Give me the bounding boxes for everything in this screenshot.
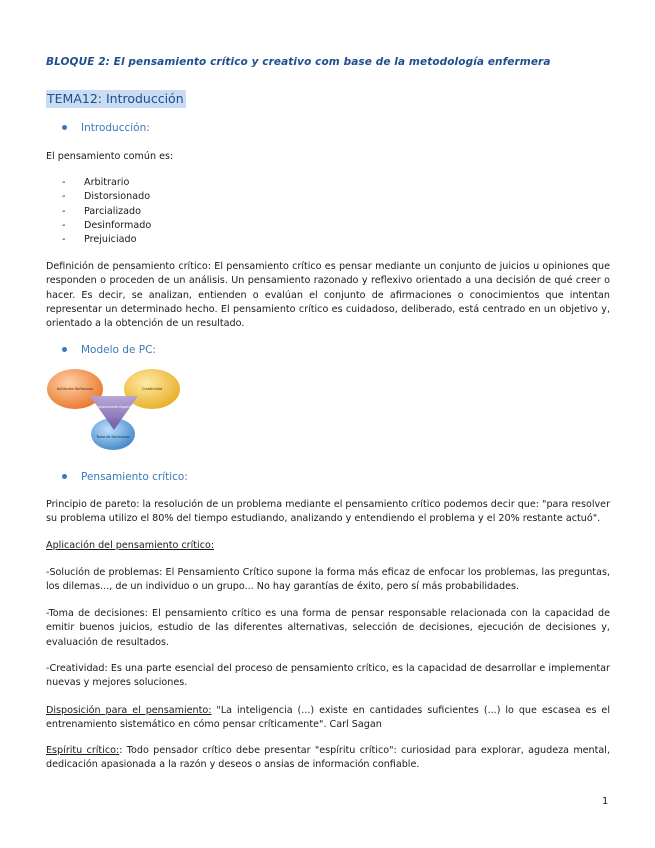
- application-title: Aplicación del pensamiento crítico:: [46, 540, 215, 551]
- bullet-dot-icon: [62, 474, 67, 479]
- section-label: Introducción:: [81, 122, 150, 134]
- diagram-label: Creatividad: [141, 387, 163, 391]
- diagram-label: Actitudes Reflexivas: [56, 387, 94, 391]
- list-item: - Arbitrario: [62, 176, 151, 190]
- diagram-label: Conocimiento Experto: [96, 405, 132, 409]
- section-pensamiento-critico: [62, 471, 188, 483]
- common-thinking-list: [62, 176, 151, 247]
- page-number: 1: [602, 796, 609, 807]
- bullet-dot-icon: [62, 125, 67, 130]
- solution-paragraph: -Solución de problemas: El Pensamiento Crítico supone la forma más eficaz de enfocar los problemas, las preguntas, los dilemas..., de un individuo o un grupo... No hay garantías de éxito, pero sí más probabilidades.: [46, 567, 610, 593]
- intro-line: El pensamiento común es:: [46, 151, 174, 162]
- creativity-paragraph: -Creatividad: Es una parte esencial del proceso de pensamiento crítico, es la capacidad de desarrollar e implementar nuevas y mejores soluciones.: [46, 663, 610, 689]
- list-item: - Distorsionado: [62, 190, 151, 204]
- disposition-text: "La inteligencia (...) existe en cantidades suficientes (...) lo que escasea es el entrenamiento sistemático en cómo pensar críticamente". Carl Sagan: [46, 705, 610, 731]
- section-introduccion: [62, 122, 150, 134]
- critical-thinking-model-diagram: [46, 366, 181, 451]
- diagram-label: Toma de Decisiones: [96, 435, 130, 439]
- bullet-dot-icon: [62, 347, 67, 352]
- section-modelo: [62, 344, 156, 356]
- list-item: - Prejuiciado: [62, 233, 151, 247]
- critical-spirit-label: Espíritu crítico:: [46, 745, 120, 756]
- topic-heading: TEMA12: Introducción: [47, 91, 184, 106]
- list-item: - Desinformado: [62, 219, 151, 233]
- critical-spirit-paragraph: [46, 744, 610, 773]
- disposition-paragraph: [46, 704, 610, 733]
- block-title: BLOQUE 2: El pensamiento crítico y creativo com base de la metodología enfermera: [46, 56, 551, 68]
- list-item: - Parcializado: [62, 205, 151, 219]
- section-label: Pensamiento crítico:: [81, 471, 188, 483]
- critical-spirit-text: : Todo pensador crítico debe presentar "espíritu crítico": curiosidad para explorar, agudeza mental, dedicación apasionada a la razón y deseos o ansias de información confiable.: [46, 745, 610, 771]
- decisions-paragraph: -Toma de decisiones: El pensamiento crítico es una forma de pensar responsable relacionada con la capacidad de emitir buenos juicios, estudio de las diferentes alternativas, selección de decisiones, ejecución de decisiones y, evaluación de resultados.: [46, 608, 610, 648]
- definition-paragraph: Definición de pensamiento crítico: El pensamiento crítico es pensar mediante un conjunto de juicios u opiniones que responden o proceden de un análisis. Un pensamiento razonado y reflexivo orientado a una decisión de qué creer o hacer. Es decir, se analizan, entienden o evalúan el conjunto de afirmaciones o conocimientos que intentan representar un determinado hecho. El pensamiento crítico es cuidadoso, deliberado, está centrado en un objetivo y, orientado a la obtención de un resultado.: [46, 261, 610, 330]
- pareto-paragraph: Principio de pareto: la resolución de un problema mediante el pensamiento crítico podemos decir que: "para resolver su problema utilizo el 80% del tiempo estudiando, analizando y entendiendo el problema y el 20% restante actuó".: [46, 499, 611, 525]
- section-label: Modelo de PC:: [81, 344, 156, 356]
- disposition-label: Disposición para el pensamiento:: [46, 705, 212, 716]
